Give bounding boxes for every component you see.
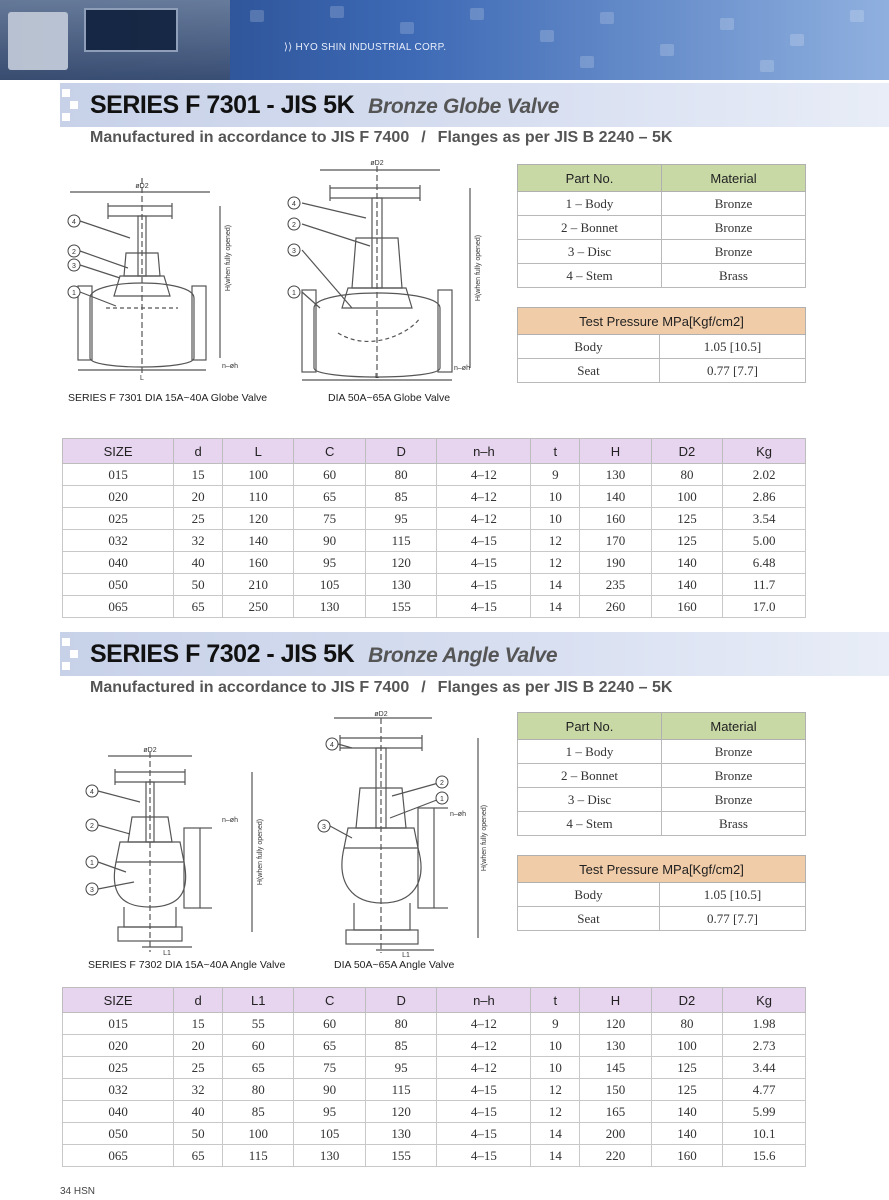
table-cell: 75 — [294, 1057, 365, 1079]
table-row — [63, 486, 806, 508]
table-cell: 40 — [174, 552, 223, 574]
table-cell: 14 — [531, 1123, 580, 1145]
table-cell: 25 — [174, 1057, 223, 1079]
control-panel — [8, 12, 68, 70]
table-row — [518, 788, 806, 812]
table-cell: 90 — [294, 1079, 365, 1101]
svg-text:L1: L1 — [402, 952, 410, 958]
table-cell: 4–12 — [437, 508, 531, 530]
table-cell: 75 — [294, 508, 365, 530]
table-row — [518, 335, 806, 359]
table-cell: 32 — [174, 1079, 223, 1101]
table-row — [63, 1101, 806, 1123]
table-header-cell: Test Pressure MPa[Kgf/cm2] — [518, 856, 806, 883]
table-cell: 3 – Disc — [518, 240, 662, 264]
page-number: 34 — [60, 1186, 72, 1197]
section-subtitle: Bronze Angle Valve — [368, 644, 558, 667]
table-header-cell: t — [531, 988, 580, 1013]
table-cell: 4–15 — [437, 1145, 531, 1167]
table-cell: 100 — [651, 1035, 722, 1057]
table-cell: 235 — [580, 574, 651, 596]
svg-text:øD2: øD2 — [135, 183, 149, 190]
table-row — [63, 1013, 806, 1035]
standards-line: Manufactured in accordance to JIS F 7400 / Flanges as per JIS B 2240 – 5K — [90, 679, 673, 696]
table-cell: 4–15 — [437, 596, 531, 618]
table-cell: 120 — [365, 1101, 436, 1123]
table-cell: 065 — [63, 1145, 174, 1167]
figure-caption: SERIES F 7302 DIA 15A~40A Angle Valve — [88, 959, 286, 971]
svg-text:4: 4 — [292, 201, 296, 208]
figure-caption: DIA 50A~65A Globe Valve — [328, 392, 451, 404]
table-header-cell: Part No. — [518, 165, 662, 192]
table-cell: 2.86 — [723, 486, 806, 508]
table-cell: 4–15 — [437, 552, 531, 574]
table-cell: 040 — [63, 1101, 174, 1123]
table-cell: 130 — [580, 464, 651, 486]
table-cell: 170 — [580, 530, 651, 552]
table-cell: 155 — [365, 596, 436, 618]
table-row — [63, 596, 806, 618]
table-row — [518, 812, 806, 836]
table-cell: Brass — [662, 264, 806, 288]
table-cell: 140 — [651, 574, 722, 596]
table-cell: 4–12 — [437, 464, 531, 486]
table-cell: 95 — [294, 552, 365, 574]
table-cell: Brass — [662, 812, 806, 836]
dimension-table — [62, 987, 806, 1167]
table-cell: 020 — [63, 1035, 174, 1057]
table-cell: Bronze — [662, 216, 806, 240]
table-header-cell: D2 — [651, 439, 722, 464]
table-cell: 125 — [651, 1057, 722, 1079]
section-subtitle: Bronze Globe Valve — [368, 95, 560, 118]
section-title: SERIES F 7302 - JIS 5K Bronze Angle Valve — [90, 640, 558, 668]
table-header-row — [518, 308, 806, 335]
table-cell: 032 — [63, 530, 174, 552]
table-header-cell: SIZE — [63, 988, 174, 1013]
svg-text:4: 4 — [90, 789, 94, 796]
table-cell: 100 — [651, 486, 722, 508]
svg-text:3: 3 — [322, 824, 326, 831]
table-cell: 120 — [580, 1013, 651, 1035]
table-cell: 85 — [223, 1101, 294, 1123]
table-header-cell: Kg — [723, 439, 806, 464]
table-cell: 4–15 — [437, 530, 531, 552]
svg-text:H(when fully opened): H(when fully opened) — [257, 818, 264, 886]
table-cell: 12 — [531, 1079, 580, 1101]
table-header-row — [63, 988, 806, 1013]
test-pressure-table — [517, 307, 806, 383]
table-cell: 12 — [531, 530, 580, 552]
table-cell: 10 — [531, 1057, 580, 1079]
table-cell: 4.77 — [723, 1079, 806, 1101]
table-cell: 10 — [531, 508, 580, 530]
table-cell: 4–15 — [437, 574, 531, 596]
table-cell: 1.05 [10.5] — [660, 335, 806, 359]
page-footer — [60, 1186, 95, 1197]
table-row — [63, 530, 806, 552]
table-header-row — [518, 856, 806, 883]
table-cell: 2.73 — [723, 1035, 806, 1057]
table-cell: 025 — [63, 508, 174, 530]
footer-brand: HSN — [73, 1186, 96, 1197]
table-cell: 1.98 — [723, 1013, 806, 1035]
table-header-cell: Part No. — [518, 713, 662, 740]
table-row — [518, 764, 806, 788]
table-header-cell: C — [294, 988, 365, 1013]
table-cell: 12 — [531, 1101, 580, 1123]
svg-text:n–øh: n–øh — [454, 365, 470, 372]
table-header-cell: SIZE — [63, 439, 174, 464]
svg-text:3: 3 — [90, 887, 94, 894]
svg-text:2: 2 — [292, 222, 296, 229]
table-cell: 65 — [294, 486, 365, 508]
table-cell: 120 — [365, 552, 436, 574]
table-cell: 130 — [365, 574, 436, 596]
svg-text:L1: L1 — [163, 950, 171, 957]
table-cell: 12 — [531, 552, 580, 574]
table-cell: 4–12 — [437, 1035, 531, 1057]
table-cell: 85 — [365, 1035, 436, 1057]
svg-text:4: 4 — [72, 219, 76, 226]
svg-text:n–øh: n–øh — [222, 363, 238, 370]
table-cell: 1 – Body — [518, 192, 662, 216]
table-cell: 105 — [294, 1123, 365, 1145]
table-cell: 10.1 — [723, 1123, 806, 1145]
table-cell: 015 — [63, 464, 174, 486]
svg-text:H(when fully opened): H(when fully opened) — [481, 804, 488, 872]
table-header-cell: d — [174, 988, 223, 1013]
table-cell: 55 — [223, 1013, 294, 1035]
svg-text:øD2: øD2 — [374, 711, 388, 718]
table-cell: 65 — [174, 596, 223, 618]
section-title: SERIES F 7301 - JIS 5K Bronze Globe Valve — [90, 91, 560, 119]
table-cell: 025 — [63, 1057, 174, 1079]
svg-text:L: L — [375, 373, 379, 380]
table-cell: 95 — [365, 508, 436, 530]
table-cell: 160 — [580, 508, 651, 530]
table-header-cell: H — [580, 439, 651, 464]
table-cell: 100 — [223, 1123, 294, 1145]
table-cell: 3 – Disc — [518, 788, 662, 812]
svg-text:1: 1 — [90, 860, 94, 867]
svg-text:H(when fully opened): H(when fully opened) — [475, 234, 482, 302]
table-row — [518, 907, 806, 931]
table-cell: 95 — [365, 1057, 436, 1079]
table-cell: 32 — [174, 530, 223, 552]
table-cell: 115 — [365, 530, 436, 552]
table-header-cell: d — [174, 439, 223, 464]
table-cell: 2.02 — [723, 464, 806, 486]
svg-text:øD2: øD2 — [143, 747, 157, 754]
table-cell: 115 — [223, 1145, 294, 1167]
svg-text:4: 4 — [330, 742, 334, 749]
table-header-cell: Kg — [723, 988, 806, 1013]
machine-screen — [84, 8, 178, 52]
table-cell: 130 — [294, 596, 365, 618]
table-row — [63, 1079, 806, 1101]
table-cell: 032 — [63, 1079, 174, 1101]
table-header-cell: Test Pressure MPa[Kgf/cm2] — [518, 308, 806, 335]
table-cell: 65 — [223, 1057, 294, 1079]
table-row — [518, 192, 806, 216]
svg-text:n–øh: n–øh — [450, 811, 466, 818]
table-header-cell: t — [531, 439, 580, 464]
material-table — [517, 712, 806, 836]
table-cell: 60 — [223, 1035, 294, 1057]
svg-text:n–øh: n–øh — [222, 817, 238, 824]
table-cell: 80 — [651, 1013, 722, 1035]
table-cell: 4–12 — [437, 486, 531, 508]
table-cell: 80 — [651, 464, 722, 486]
standards-line: Manufactured in accordance to JIS F 7400 / Flanges as per JIS B 2240 – 5K — [90, 129, 673, 146]
table-header-cell: Material — [662, 165, 806, 192]
table-cell: 60 — [294, 464, 365, 486]
table-cell: 15.6 — [723, 1145, 806, 1167]
globe-valve-drawing-small — [60, 158, 255, 383]
table-cell: 80 — [365, 1013, 436, 1035]
table-header-cell: C — [294, 439, 365, 464]
svg-text:2: 2 — [72, 249, 76, 256]
table-row — [518, 216, 806, 240]
material-table — [517, 164, 806, 288]
table-cell: 65 — [294, 1035, 365, 1057]
table-cell: 140 — [223, 530, 294, 552]
table-row — [518, 264, 806, 288]
table-cell: Bronze — [662, 240, 806, 264]
table-cell: 60 — [294, 1013, 365, 1035]
table-cell: 1 – Body — [518, 740, 662, 764]
table-cell: 14 — [531, 1145, 580, 1167]
table-header-cell: L1 — [223, 988, 294, 1013]
table-cell: 130 — [365, 1123, 436, 1145]
angle-valve-drawing-large — [312, 708, 492, 958]
table-cell: 130 — [294, 1145, 365, 1167]
table-row — [63, 552, 806, 574]
table-cell: 14 — [531, 574, 580, 596]
table-cell: 125 — [651, 1079, 722, 1101]
table-header-cell: Material — [662, 713, 806, 740]
table-row — [63, 508, 806, 530]
table-cell: 065 — [63, 596, 174, 618]
table-cell: Bronze — [662, 740, 806, 764]
table-cell: 125 — [651, 530, 722, 552]
table-header-cell: n–h — [437, 988, 531, 1013]
table-cell: 6.48 — [723, 552, 806, 574]
table-cell: 80 — [223, 1079, 294, 1101]
table-cell: 115 — [365, 1079, 436, 1101]
table-cell: 4–15 — [437, 1079, 531, 1101]
table-cell: 4–15 — [437, 1101, 531, 1123]
table-cell: 9 — [531, 464, 580, 486]
table-cell: 40 — [174, 1101, 223, 1123]
table-cell: 4–12 — [437, 1013, 531, 1035]
table-cell: 250 — [223, 596, 294, 618]
table-cell: 90 — [294, 530, 365, 552]
table-header-cell: n–h — [437, 439, 531, 464]
table-cell: 050 — [63, 1123, 174, 1145]
table-cell: 105 — [294, 574, 365, 596]
table-header-cell: H — [580, 988, 651, 1013]
angle-valve-drawing-small — [80, 742, 275, 957]
table-cell: 160 — [223, 552, 294, 574]
table-cell: 160 — [651, 596, 722, 618]
table-row — [518, 740, 806, 764]
table-cell: 20 — [174, 486, 223, 508]
table-header-row — [63, 439, 806, 464]
figure-caption: SERIES F 7301 DIA 15A~40A Globe Valve — [68, 392, 268, 404]
table-row — [518, 359, 806, 383]
table-cell: 3.54 — [723, 508, 806, 530]
table-cell: 4–15 — [437, 1123, 531, 1145]
svg-text:2: 2 — [440, 780, 444, 787]
table-cell: 85 — [365, 486, 436, 508]
figure-caption: DIA 50A~65A Angle Valve — [334, 959, 455, 971]
table-row — [63, 574, 806, 596]
svg-text:L: L — [140, 375, 144, 382]
table-cell: 020 — [63, 486, 174, 508]
table-cell: 5.00 — [723, 530, 806, 552]
table-cell: 100 — [223, 464, 294, 486]
table-cell: 155 — [365, 1145, 436, 1167]
table-row — [63, 464, 806, 486]
table-row — [518, 883, 806, 907]
table-cell: 260 — [580, 596, 651, 618]
table-cell: 015 — [63, 1013, 174, 1035]
table-cell: 200 — [580, 1123, 651, 1145]
table-cell: 5.99 — [723, 1101, 806, 1123]
table-header-cell: L — [223, 439, 294, 464]
table-cell: 4–12 — [437, 1057, 531, 1079]
table-cell: 15 — [174, 1013, 223, 1035]
table-cell: 80 — [365, 464, 436, 486]
table-cell: 140 — [580, 486, 651, 508]
table-cell: 125 — [651, 508, 722, 530]
table-cell: 95 — [294, 1101, 365, 1123]
table-header-cell: D2 — [651, 988, 722, 1013]
table-cell: 165 — [580, 1101, 651, 1123]
table-cell: 140 — [651, 1101, 722, 1123]
globe-valve-drawing-large — [280, 158, 490, 383]
table-cell: Bronze — [662, 764, 806, 788]
table-cell: 65 — [174, 1145, 223, 1167]
table-cell: 2 – Bonnet — [518, 764, 662, 788]
svg-text:1: 1 — [72, 290, 76, 297]
table-cell: 15 — [174, 464, 223, 486]
table-cell: 50 — [174, 574, 223, 596]
table-header-cell: D — [365, 988, 436, 1013]
table-row — [63, 1057, 806, 1079]
svg-text:1: 1 — [440, 796, 444, 803]
table-cell: 140 — [651, 1123, 722, 1145]
table-cell: 9 — [531, 1013, 580, 1035]
table-cell: 50 — [174, 1123, 223, 1145]
table-cell: 11.7 — [723, 574, 806, 596]
svg-text:øD2: øD2 — [370, 160, 384, 167]
table-cell: 140 — [651, 552, 722, 574]
table-cell: Bronze — [662, 788, 806, 812]
table-cell: 2 – Bonnet — [518, 216, 662, 240]
svg-text:3: 3 — [72, 263, 76, 270]
table-cell: 145 — [580, 1057, 651, 1079]
table-cell: Seat — [518, 907, 660, 931]
table-header-row — [518, 713, 806, 740]
table-row — [63, 1145, 806, 1167]
table-cell: 20 — [174, 1035, 223, 1057]
table-cell: 14 — [531, 596, 580, 618]
svg-text:3: 3 — [292, 248, 296, 255]
test-pressure-table — [517, 855, 806, 931]
table-cell: 10 — [531, 486, 580, 508]
table-cell: 190 — [580, 552, 651, 574]
table-cell: 10 — [531, 1035, 580, 1057]
table-cell: 110 — [223, 486, 294, 508]
table-cell: 4 – Stem — [518, 812, 662, 836]
table-cell: 050 — [63, 574, 174, 596]
table-cell: 220 — [580, 1145, 651, 1167]
table-cell: 25 — [174, 508, 223, 530]
table-cell: Body — [518, 335, 660, 359]
corp-name: ⟩⟩ HYO SHIN INDUSTRIAL CORP. — [284, 42, 447, 53]
svg-text:2: 2 — [90, 823, 94, 830]
table-header-row — [518, 165, 806, 192]
dimension-table — [62, 438, 806, 618]
table-cell: 17.0 — [723, 596, 806, 618]
table-header-cell: D — [365, 439, 436, 464]
table-cell: 1.05 [10.5] — [660, 883, 806, 907]
table-row — [518, 240, 806, 264]
table-cell: 210 — [223, 574, 294, 596]
svg-text:H(when fully opened): H(when fully opened) — [225, 224, 232, 292]
table-cell: 0.77 [7.7] — [660, 359, 806, 383]
table-cell: 0.77 [7.7] — [660, 907, 806, 931]
header-banner — [0, 0, 889, 80]
table-cell: Bronze — [662, 192, 806, 216]
table-cell: 130 — [580, 1035, 651, 1057]
table-cell: Seat — [518, 359, 660, 383]
table-cell: Body — [518, 883, 660, 907]
table-cell: 150 — [580, 1079, 651, 1101]
table-cell: 160 — [651, 1145, 722, 1167]
table-cell: 120 — [223, 508, 294, 530]
table-cell: 3.44 — [723, 1057, 806, 1079]
table-cell: 040 — [63, 552, 174, 574]
table-row — [63, 1123, 806, 1145]
table-cell: 4 – Stem — [518, 264, 662, 288]
svg-text:1: 1 — [292, 290, 296, 297]
table-row — [63, 1035, 806, 1057]
machine-photo — [0, 0, 230, 80]
